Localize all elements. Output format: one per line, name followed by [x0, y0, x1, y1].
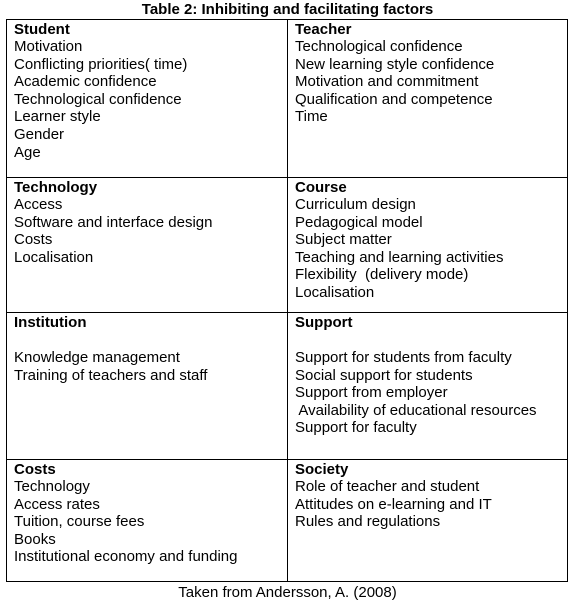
cell-society	[288, 460, 568, 531]
list-item: Flexibility (delivery mode)	[295, 266, 469, 284]
list-item: Costs	[14, 231, 53, 249]
factor-list	[14, 478, 287, 566]
list-item: Tuition, course fees	[14, 513, 145, 531]
cell-institution	[7, 313, 287, 384]
cell-heading: Course	[295, 179, 347, 196]
factor-list	[295, 478, 568, 531]
list-item: Gender	[14, 125, 65, 143]
source-caption: Taken from Andersson, A. (2008)	[178, 584, 397, 601]
cell-technology	[7, 178, 287, 266]
cell-student	[7, 20, 287, 161]
list-item: Support for faculty	[295, 419, 417, 437]
list-item: Social support for students	[295, 366, 473, 384]
cell-heading: Costs	[14, 461, 56, 478]
list-item: Software and interface design	[14, 213, 213, 231]
list-item: Academic confidence	[14, 73, 157, 91]
list-item: Teaching and learning activities	[295, 248, 504, 266]
cell-heading: Technology	[14, 179, 98, 196]
list-item: Conflicting priorities( time)	[14, 55, 188, 73]
list-item: New learning style confidence	[295, 55, 495, 73]
list-item: Books	[14, 530, 56, 548]
list-item: Institutional economy and funding	[14, 548, 238, 566]
list-item: Motivation	[14, 38, 83, 55]
cell-heading: Student	[14, 21, 70, 38]
list-item: Support from employer	[295, 384, 448, 402]
list-item: Learner style	[14, 108, 101, 126]
list-item: Role of teacher and student	[295, 478, 480, 495]
list-item: Localisation	[295, 283, 375, 301]
list-item: Rules and regulations	[295, 513, 441, 531]
list-item: Motivation and commitment	[295, 73, 479, 91]
factor-list	[295, 349, 568, 437]
factors-table	[6, 19, 568, 582]
cell-heading: Society	[295, 461, 349, 478]
list-item: Availability of educational resources	[295, 401, 537, 419]
factor-list	[14, 349, 287, 384]
list-item: Attitudes on e-learning and IT	[295, 495, 492, 513]
cell-course	[288, 178, 568, 302]
list-item: Localisation	[14, 248, 94, 266]
list-item: Technological confidence	[14, 90, 182, 108]
list-item: Support for students from faculty	[295, 349, 512, 366]
list-item: Technological confidence	[295, 38, 463, 55]
cell-heading: Teacher	[295, 21, 352, 38]
list-item: Qualification and competence	[295, 90, 493, 108]
list-item: Subject matter	[295, 231, 392, 249]
factor-list	[295, 38, 568, 126]
factor-list	[295, 196, 568, 302]
cell-support	[288, 313, 568, 437]
list-item: Pedagogical model	[295, 213, 423, 231]
list-item: Curriculum design	[295, 196, 416, 213]
list-item: Access	[14, 196, 63, 213]
factor-list	[14, 38, 287, 161]
cell-costs	[7, 460, 287, 566]
list-item: Time	[295, 108, 328, 126]
cell-heading: Institution	[14, 314, 87, 331]
factor-list	[14, 196, 287, 266]
list-item: Knowledge management	[14, 349, 180, 366]
list-item: Access rates	[14, 495, 100, 513]
list-item: Age	[14, 143, 41, 161]
cell-teacher	[288, 20, 568, 126]
list-item: Technology	[14, 478, 90, 495]
list-item: Training of teachers and staff	[14, 366, 208, 384]
cell-heading: Support	[295, 314, 353, 331]
table-title: Table 2: Inhibiting and facilitating factors	[141, 1, 434, 18]
